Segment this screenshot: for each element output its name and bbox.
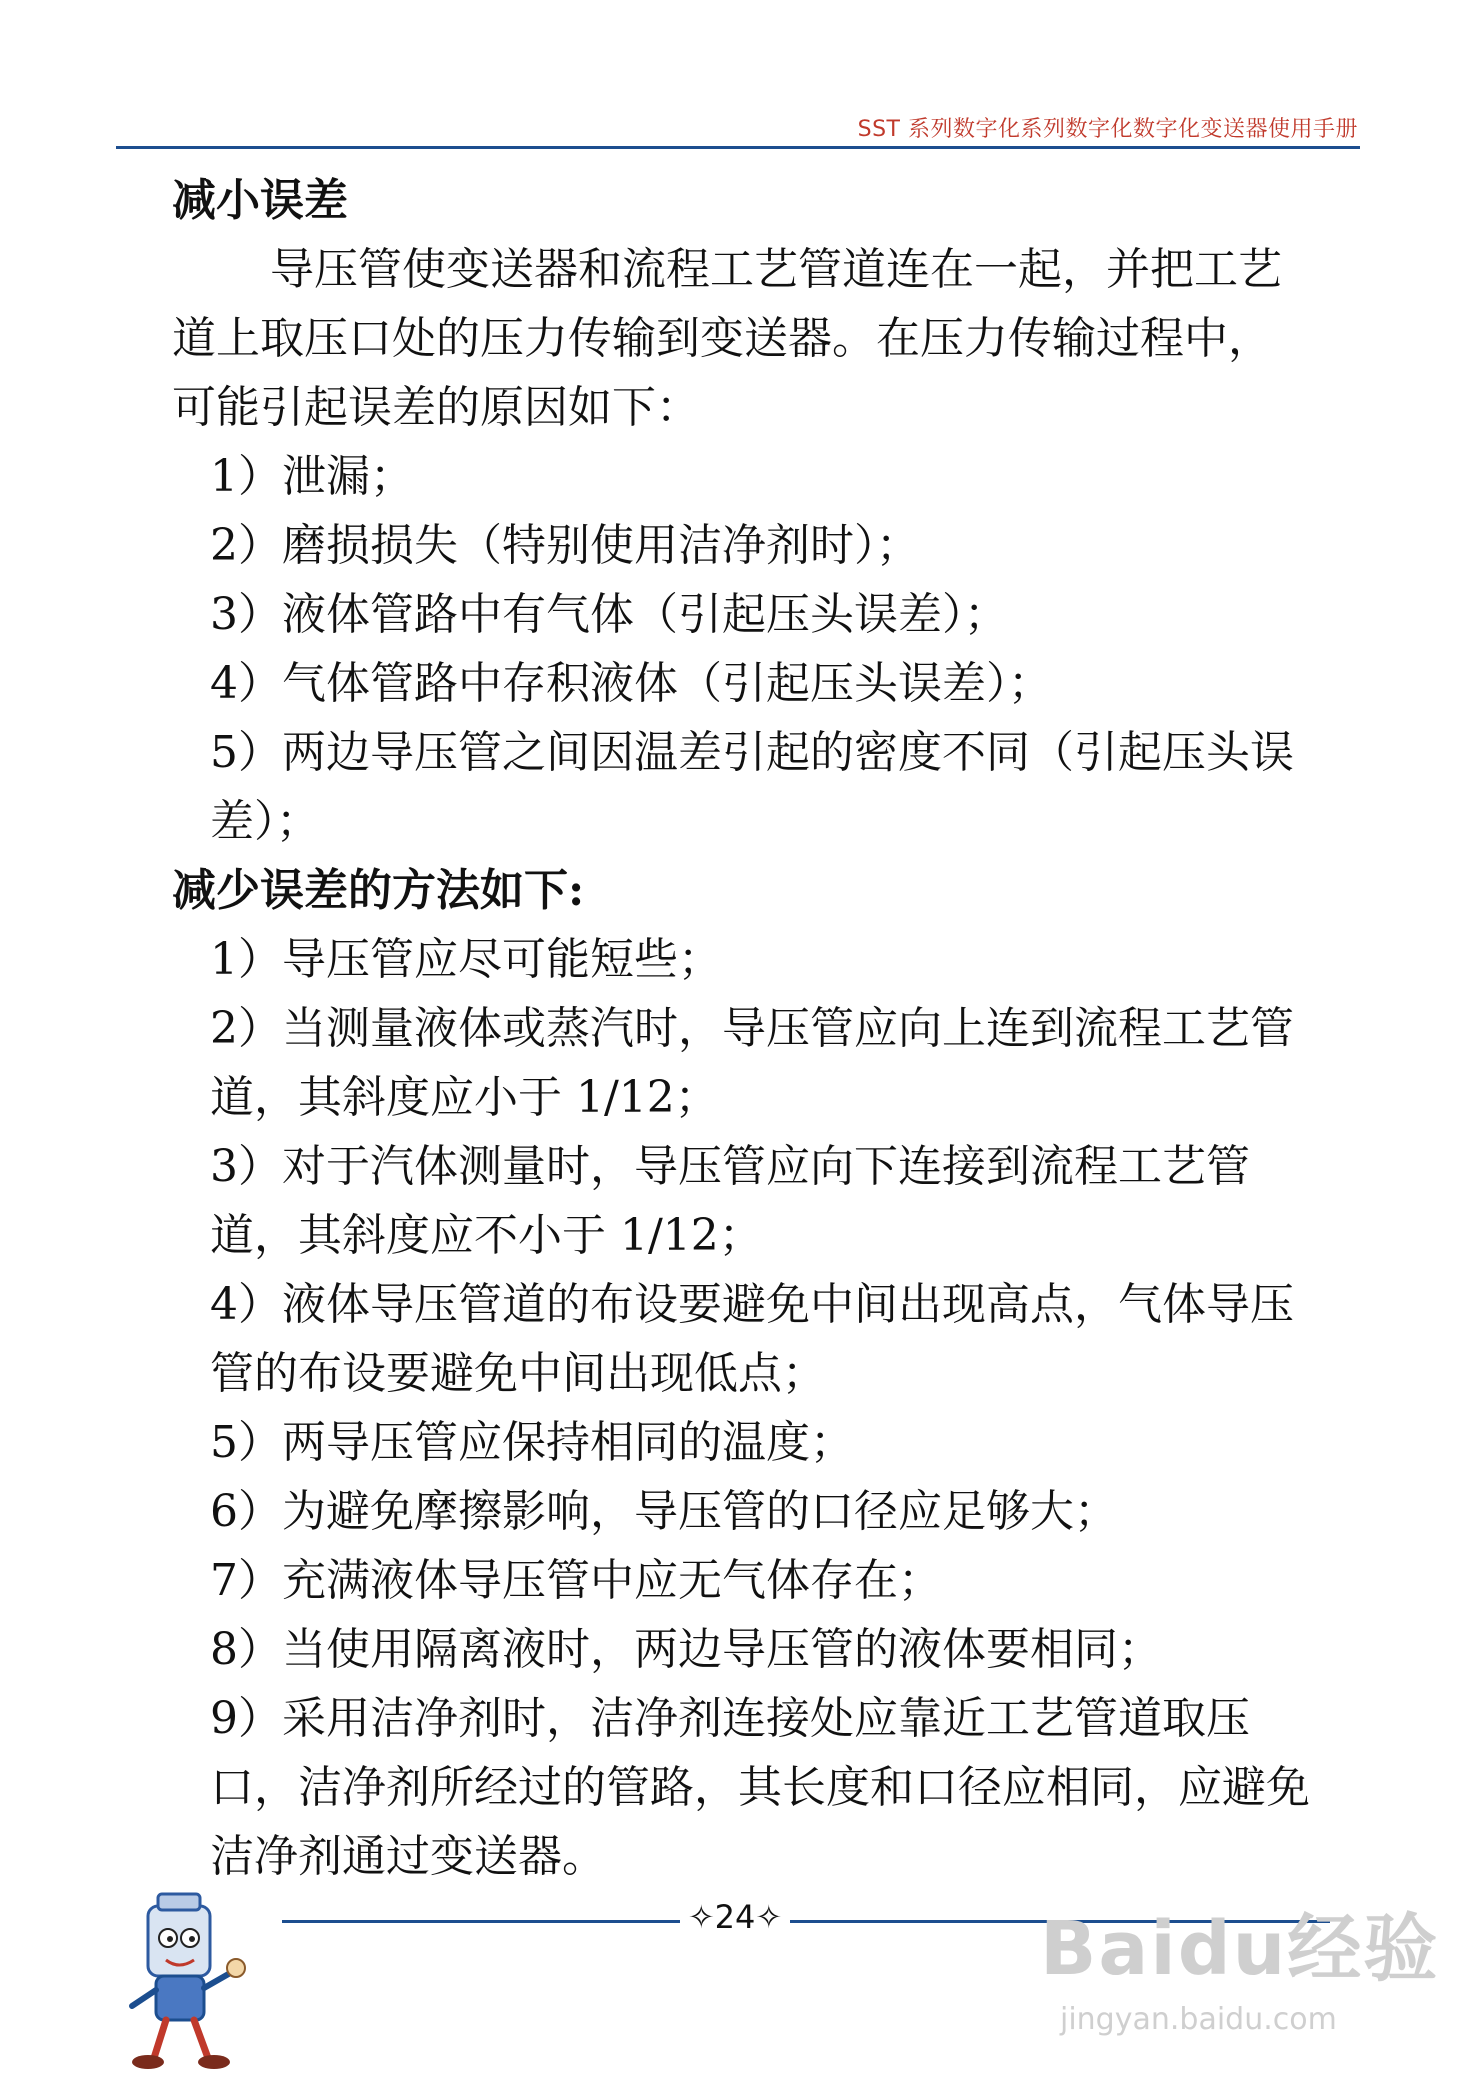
list-item: 6）为避免摩擦影响，导压管的口径应足够大； [210, 1486, 1118, 1537]
mascot-illustration [108, 1876, 258, 2076]
list-item: 8）当使用隔离液时，两边导压管的液体要相同； [210, 1624, 1162, 1675]
list-item: 2）磨损损失（特别使用洁净剂时）； [210, 520, 920, 571]
section-heading-methods: 减少误差的方法如下: [172, 865, 585, 916]
list-item: 7）充满液体导压管中应无气体存在； [210, 1555, 942, 1606]
header-divider [116, 146, 1360, 149]
section-heading-reduce-error: 减小误差 [172, 175, 348, 226]
page-body [172, 166, 1312, 1891]
list-item: 1）导压管应尽可能短些； [210, 934, 722, 985]
list-item: 4）液体导压管道的布设要避免中间出现高点，气体导压管的布设要避免中间出现低点； [210, 1279, 1294, 1399]
list-item: 1）泄漏； [210, 451, 414, 502]
footer-divider-left [282, 1920, 680, 1923]
list-item: 5）两导压管应保持相同的温度； [210, 1417, 854, 1468]
page-header [0, 0, 1476, 160]
header-title: SST 系列数字化系列数字化数字化变送器使用手册 [857, 117, 1358, 142]
list-item: 5）两边导压管之间因温差引起的密度不同（引起压头误差）； [210, 727, 1294, 847]
list-item: 3）对于汽体测量时，导压管应向下连接到流程工艺管道，其斜度应不小于 1/12； [210, 1141, 1250, 1261]
page-number: ✧24✧ [687, 1898, 783, 1936]
baidu-watermark [1040, 1890, 1440, 2080]
list-item: 4）气体管路中存积液体（引起压头误差）； [210, 658, 1052, 709]
list-item: 3）液体管路中有气体（引起压头误差）； [210, 589, 1008, 640]
list-item: 2）当测量液体或蒸汽时，导压管应向上连到流程工艺管道，其斜度应小于 1/12； [210, 1003, 1294, 1123]
watermark-url: jingyan.baidu.com [1060, 2002, 1337, 2037]
intro-paragraph: 导压管使变送器和流程工艺管道连在一起，并把工艺道上取压口处的压力传输到变送器。在压力传输过程中，可能引起误差的原因如下： [172, 244, 1282, 433]
watermark-logo: Baidu经验 [1040, 1906, 1440, 1992]
list-item: 9）采用洁净剂时，洁净剂连接处应靠近工艺管道取压口，洁净剂所经过的管路，其长度和口径应相同，应避免洁净剂通过变送器。 [210, 1693, 1310, 1882]
